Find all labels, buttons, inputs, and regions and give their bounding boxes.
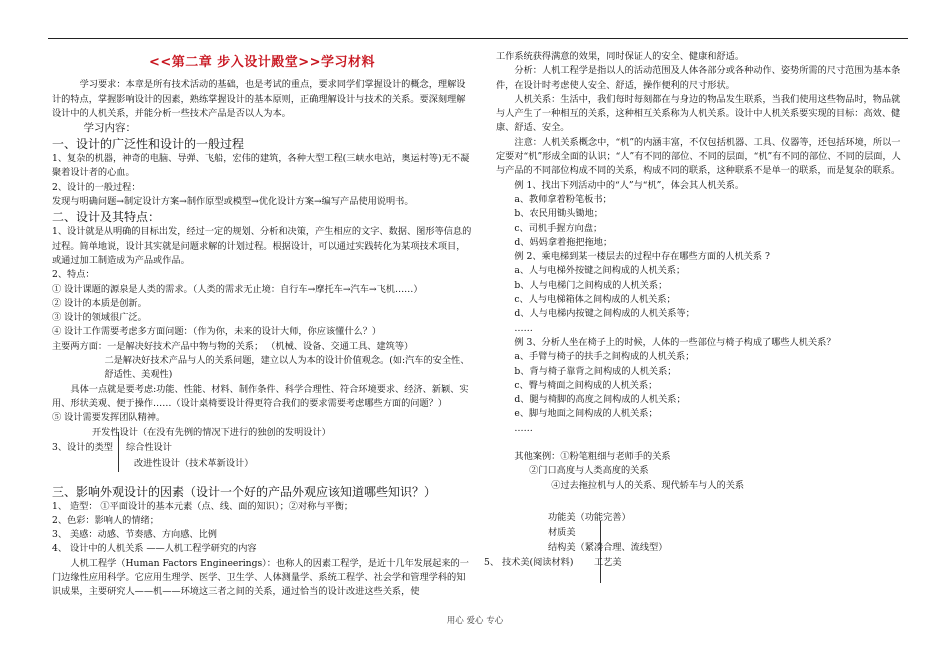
example-3-item: d、腿与椅脚的高度之间构成的人机关系；	[514, 394, 686, 406]
example-1-item: b、农民用锄头锄地；	[514, 208, 603, 220]
left-column	[52, 36, 472, 600]
example-3: 例 3、分析人坐在椅子上的时候，人体的一些部位与椅子构成了哪些人机关系？	[514, 336, 836, 348]
other-case-1: 其他案例：①粉笔粗细与老师手的关系	[514, 451, 671, 463]
section-3-heading: 三、影响外观设计的因素（设计一个好的产品外观应该知道哪些知识？）	[52, 484, 437, 499]
note-paragraph: 注意：人机关系概念中，“机”的内涵丰富，不仅包括机器、工具、仪器等，还包括环境，所以一定要对“机”形成全面的认识；“人”有不同的部位、不同的层面，“机”有不同的部位、不同的层面，人与产品的不同部位构成不同的关系，构成不同的联系，这种联系不是单一的联系，而是复杂的联系。	[496, 136, 901, 177]
example-3-item: e、脚与地面之间构成的人机关系；	[514, 408, 658, 420]
section-3-item-3: 3、 美感：动感、节奏感、方向感、比例	[52, 529, 217, 541]
specific-considerations: 具体一点就是要考虑:功能、性能、材料、制作条件、科学合理性、符合环境要求、经济、新颖、实用、形状美观、便于操作……（设计桌椅要设计得更符合我们的要求需要考虑哪些方面的问题？）	[52, 383, 469, 409]
section-2-heading: 二、设计及其特点：	[52, 210, 161, 225]
tree-item-developmental: 开发性设计（在没有先例的情况下进行的独创的发明设计）	[92, 426, 331, 438]
main-aspect-1: 主要两方面：一是解决好技术产品中物与物的关系； （机械、设备、交通工具、建筑等）	[52, 340, 414, 352]
section-3-item-4: 4、 设计中的人机关系 ——人机工程学研究的内容	[52, 543, 257, 555]
document-title: <<第二章 步入设计殿堂>>学习材料	[148, 55, 376, 70]
feature-4: ④ 设计工作需要考虑多方面问题：（作为你，未来的设计大师，你应该懂什么？）	[52, 326, 382, 338]
example-3-item: c、臀与椅面之间构成的人机关系；	[514, 379, 658, 391]
example-3-item: a、手臂与椅子的扶手之间构成的人机关系；	[514, 351, 695, 363]
example-1: 例 1、找出下列活动中的“人”与“机”，体会其人机关系。	[514, 179, 745, 191]
page-footer: 用心 爱心 专心	[446, 616, 504, 626]
example-3-item: ……	[514, 422, 533, 434]
study-content-label: 学习内容：	[83, 122, 136, 135]
tech-beauty-tree	[484, 511, 906, 577]
example-2-item: ……	[514, 322, 533, 334]
study-requirement: 学习要求：本章是所有技术活动的基础，也是考试的重点，要求同学们掌握设计的概念，理解设计的特点，掌握影响设计的因素，熟练掌握设计的基本原则，正确理解设计与技术的关系。要深刻理解设计中的人机关系，并能分析一些技术产品是否以人为本。	[52, 79, 466, 119]
section-2-item-2: 2、特点：	[52, 269, 95, 281]
section-3-item-1: 1、 造型： ①平面设计的基本元素（点、线、面的知识）；②对称与平衡；	[52, 500, 354, 512]
example-1-item: c、司机手握方向盘；	[514, 222, 603, 234]
feature-2: ② 设计的本质是创新。	[52, 297, 147, 309]
ergonomics-definition: 人机工程学（Human Factors Engineerings）：也称人的因素工程学，是近十几年发展起来的一门边缘性应用科学。它应用生理学、医学、卫生学、人体测量学、系统工程学、社会学和管理学科的知识成果，主要研究人——机——环境这三者之间的关系，通过恰当的设计改进这些关系，使	[52, 557, 469, 598]
example-1-item: d、妈妈拿着拖把拖地；	[514, 236, 613, 248]
beauty-function: 功能美（功能完善）	[548, 511, 631, 523]
design-type-tree	[52, 426, 472, 484]
tree-item-improvement: 改进性设计（技术革新设计）	[134, 457, 254, 469]
other-case-3: ④过去拖拉机与人的关系、现代轿车与人的关系	[551, 479, 745, 491]
tech-beauty-label: 5、 技术美(阅读材料)	[484, 556, 574, 568]
tree-label: 3、设计的类型	[52, 441, 113, 453]
tree-item-comprehensive: 综合性设计	[126, 441, 172, 453]
feature-3: ③ 设计的领域很广泛。	[52, 312, 147, 324]
example-2-item: c、人与电梯箱体之间构成的人机关系；	[514, 294, 676, 306]
feature-5: ⑤ 设计需要发挥团队精神。	[52, 412, 166, 424]
example-2-item: d、人与电梯内按键之间构成的人机关系等；	[514, 308, 695, 320]
main-aspect-2: 二是解决好技术产品与人的关系问题，建立以人为本的设计价值观念。(如:汽车的安全性、舒适性、美观性)	[104, 355, 470, 381]
beauty-structure: 结构美（紧凑合理、流线型）	[548, 541, 668, 553]
section-2-item-1: 1、设计就是从明确的目标出发，经过一定的规划、分析和决策，产生相应的文字、数据、图形等信息的过程。简单地说，设计其实就是问题求解的计划过程。根据设计，可以通过实践转化为某项技术项目，或通过加工制造成为产品或作品。	[52, 226, 472, 266]
section-1-heading: 一、设计的广泛性和设计的一般过程	[52, 137, 245, 152]
section-1-item-2: 2、设计的一般过程：	[52, 181, 141, 193]
man-machine-relation-paragraph: 人机关系：生活中，我们每时每刻都在与身边的物品发生联系，当我们使用这些物品时，物品就与人产生了一种相互的关系，这种相互关系称为人机关系。设计中人机关系要实现的目标：高效、健康、舒适、安全。	[496, 93, 901, 134]
feature-1: ① 设计课题的源泉是人类的需求。（人类的需求无止境：自行车→摩托车→汽车→飞机……）	[52, 283, 423, 295]
example-2-item: b、人与电梯门之间构成的人机关系；	[514, 279, 668, 291]
beauty-material: 材质美	[548, 526, 576, 538]
analysis-paragraph: 分析：人机工程学是指以人的活动范围及人体各部分或各种动作、姿势所需的尺寸范围为基本条件，在设计时考虑使人安全、舒适，操作便利的尺寸形状。	[496, 65, 901, 91]
continuation-text: 工作系统获得满意的效果，同时保证人的安全、健康和舒适。	[496, 51, 745, 62]
right-column	[484, 36, 906, 577]
beauty-craft: 工艺美	[594, 556, 622, 568]
example-3-item: b、背与椅子靠背之间构成的人机关系；	[514, 365, 677, 377]
section-3-item-2: 2、色彩：影响人的情绪；	[52, 514, 159, 526]
other-case-2: ②门口高度与人类高度的关系	[529, 465, 649, 477]
example-1-item: a、教师拿着粉笔板书；	[514, 193, 612, 205]
example-2: 例 2、乘电梯到某一楼层去的过程中存在哪些方面的人机关系 ?	[514, 251, 770, 263]
section-1-item-1: 1、复杂的机器，神奇的电脑、导弹、飞船，宏伟的建筑，各种大型工程(三峡水电站，奥运村等)无不凝聚着设计者的心血。	[52, 153, 470, 179]
example-2-item: a、人与电梯外按键之间构成的人机关系；	[514, 265, 686, 277]
section-1-process: 发现与明确问题→制定设计方案→制作原型或模型→优化设计方案→编写产品使用说明书。	[52, 196, 414, 208]
